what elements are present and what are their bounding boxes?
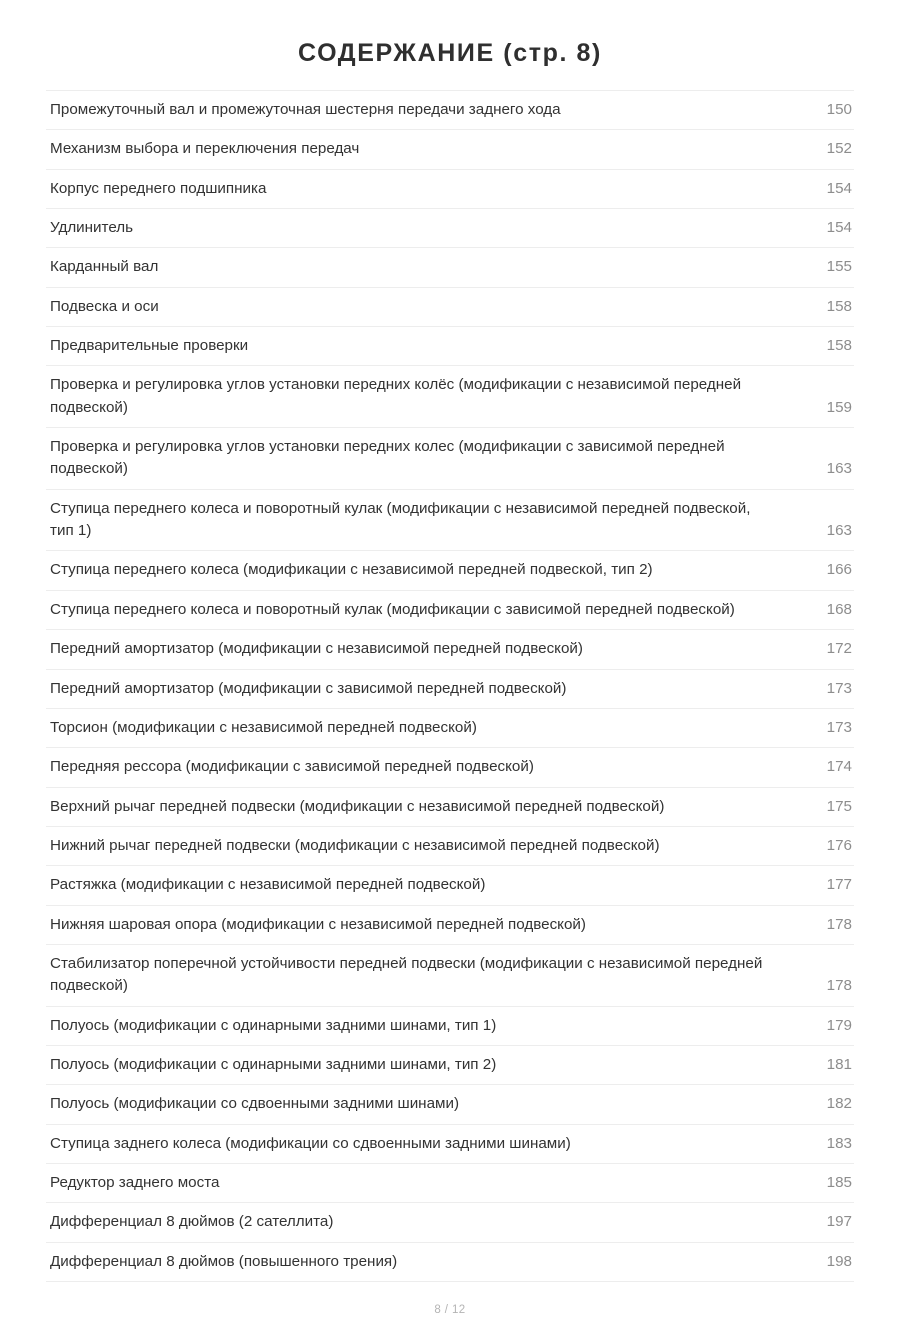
toc-entry-row[interactable] <box>46 428 854 490</box>
toc-entry-title: Дифференциал 8 дюймов (2 сателлита) <box>50 1213 334 1231</box>
toc-entry-page-number: 158 <box>826 337 852 355</box>
toc-entry-page-number: 154 <box>826 179 852 197</box>
toc-entry-row[interactable] <box>46 1163 854 1202</box>
toc-body <box>46 91 854 1282</box>
toc-entry-page-number: 181 <box>826 1055 852 1073</box>
toc-entry-page-number: 159 <box>826 398 852 416</box>
toc-entry-page-number: 152 <box>826 140 852 158</box>
toc-entry-title: Карданный вал <box>50 258 159 276</box>
toc-entry-row[interactable] <box>46 944 854 1006</box>
toc-entry-page-number: 178 <box>826 977 852 995</box>
toc-entry-page-number: 168 <box>826 600 852 618</box>
toc-entry-page-number: 182 <box>826 1095 852 1113</box>
toc-entry-row[interactable] <box>46 287 854 326</box>
toc-entry-row[interactable] <box>46 551 854 590</box>
toc-entry-page-number: 150 <box>826 101 852 118</box>
toc-entry-title: Проверка и регулировка углов установки передних колес (модификации с зависимой передней подвеской) <box>50 438 725 478</box>
toc-entry-page-number: 176 <box>826 836 852 854</box>
toc-entry-page-number: 173 <box>826 679 852 697</box>
toc-entry-title: Дифференциал 8 дюймов (повышенного трения) <box>50 1252 398 1270</box>
toc-entry-row[interactable] <box>46 327 854 366</box>
toc-entry-row[interactable] <box>46 366 854 428</box>
toc-entry-title: Передний амортизатор (модификации с независимой передней подвеской) <box>50 640 583 658</box>
toc-entry-row[interactable] <box>46 169 854 208</box>
toc-entry-page-number: 163 <box>826 522 852 540</box>
toc-entry-page-number: 197 <box>826 1213 852 1231</box>
toc-entry-title: Ступица переднего колеса и поворотный кулак (модификации с зависимой передней подвеской) <box>50 600 735 618</box>
toc-entry-page-number: 158 <box>826 297 852 315</box>
toc-entry-row[interactable] <box>46 1242 854 1281</box>
toc-entry-title: Верхний рычаг передней подвески (модификации с независимой передней подвеской) <box>50 797 665 815</box>
toc-entry-row[interactable] <box>46 1124 854 1163</box>
toc-entry-row[interactable] <box>46 489 854 551</box>
toc-entry-title: Полуось (модификации со сдвоенными задними шинами) <box>50 1095 460 1113</box>
toc-entry-page-number: 183 <box>826 1134 852 1152</box>
toc-entry-row[interactable] <box>46 669 854 708</box>
toc-entry-page-number: 154 <box>826 219 852 237</box>
toc-entry-page-number: 173 <box>826 718 852 736</box>
toc-entry-title: Стабилизатор поперечной устойчивости передней подвески (модификации с независимой передней подвеской) <box>50 954 763 995</box>
toc-entry-row[interactable] <box>46 748 854 787</box>
toc-entry-title: Корпус переднего подшипника <box>50 179 267 197</box>
toc-entry-page-number: 198 <box>826 1252 852 1270</box>
toc-entry-page-number: 185 <box>826 1173 852 1191</box>
toc-entry-page-number: 172 <box>826 640 852 658</box>
toc-entry-title: Нижняя шаровая опора (модификации с независимой передней подвеской) <box>50 915 586 933</box>
toc-entry-row[interactable] <box>46 905 854 944</box>
toc-entry-title: Нижний рычаг передней подвески (модификации с независимой передней подвеской) <box>50 836 660 854</box>
toc-entry-page-number: 174 <box>826 758 852 776</box>
toc-entry-title: Торсион (модификации с независимой передней подвеской) <box>50 718 477 736</box>
toc-entry-row[interactable] <box>46 708 854 747</box>
toc-entry-title: Проверка и регулировка углов установки передних колёс (модификации с независимой передней подвеской) <box>50 376 742 416</box>
toc-entry-row[interactable] <box>46 1203 854 1242</box>
toc-entry-page-number: 166 <box>826 561 852 579</box>
toc-entry-title: Предварительные проверки <box>50 337 249 355</box>
table-of-contents <box>46 90 854 1282</box>
toc-entry-row[interactable] <box>46 130 854 169</box>
toc-entry-title: Ступица переднего колеса и поворотный кулак (модификации с независимой передней подвеской, тип 1) <box>50 499 751 540</box>
page-title: СОДЕРЖАНИЕ (стр. 8) <box>298 39 602 67</box>
toc-entry-row[interactable] <box>46 209 854 248</box>
toc-entry-title: Механизм выбора и переключения передач <box>50 140 360 158</box>
toc-entry-row[interactable] <box>46 248 854 287</box>
toc-entry-title: Полуось (модификации с одинарными задними шинами, тип 2) <box>50 1055 497 1073</box>
toc-entry-title: Промежуточный вал и промежуточная шестерня передачи заднего хода <box>50 101 561 118</box>
toc-entry-row[interactable] <box>46 826 854 865</box>
toc-entry-title: Передний амортизатор (модификации с зависимой передней подвеской) <box>50 679 567 697</box>
toc-entry-page-number: 178 <box>826 915 852 933</box>
toc-entry-page-number: 155 <box>826 258 852 276</box>
toc-entry-row[interactable] <box>46 866 854 905</box>
toc-entry-row[interactable] <box>46 1006 854 1045</box>
toc-entry-row[interactable] <box>46 1045 854 1084</box>
toc-entry-title: Ступица переднего колеса (модификации с независимой передней подвеской, тип 2) <box>50 561 653 579</box>
toc-entry-page-number: 179 <box>826 1016 852 1034</box>
toc-entry-title: Ступица заднего колеса (модификации со сдвоенными задними шинами) <box>50 1134 571 1152</box>
toc-entry-page-number: 163 <box>826 460 852 478</box>
toc-entry-page-number: 175 <box>826 797 852 815</box>
toc-entry-row[interactable] <box>46 91 854 130</box>
toc-entry-row[interactable] <box>46 1085 854 1124</box>
toc-entry-row[interactable] <box>46 630 854 669</box>
toc-entry-row[interactable] <box>46 787 854 826</box>
page-indicator: 8 / 12 <box>434 1304 466 1316</box>
toc-entry-title: Полуось (модификации с одинарными задними шинами, тип 1) <box>50 1016 497 1034</box>
toc-entry-page-number: 177 <box>826 876 852 894</box>
toc-entry-title: Передняя рессора (модификации с зависимой передней подвеской) <box>50 758 534 776</box>
toc-entry-row[interactable] <box>46 590 854 629</box>
toc-entry-title: Растяжка (модификации с независимой передней подвеской) <box>50 876 486 894</box>
toc-entry-title: Подвеска и оси <box>50 297 159 315</box>
toc-entry-title: Редуктор заднего моста <box>50 1173 220 1191</box>
toc-entry-title: Удлинитель <box>50 219 134 237</box>
